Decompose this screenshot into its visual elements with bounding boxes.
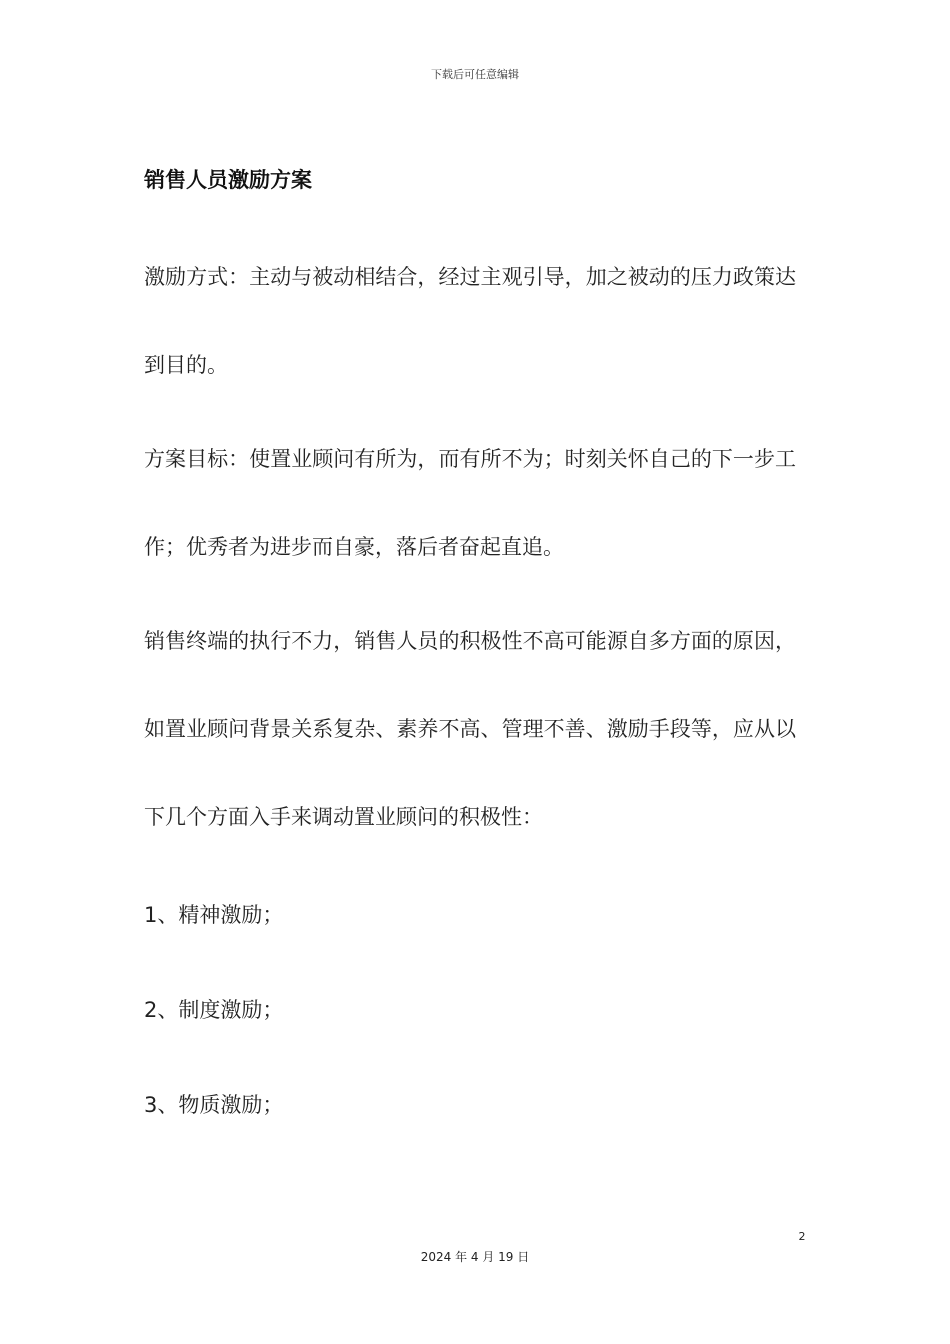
list-item: 3、物质激励； bbox=[144, 1093, 284, 1117]
paragraph-plan-goal: 方案目标：使置业顾问有所为，而有所不为；时刻关怀自己的下一步工作；优秀者为进步而自豪，落后者奋起直追。 bbox=[144, 447, 796, 559]
footer-date: 2024 年 4 月 19 日 bbox=[420, 1250, 530, 1264]
list-item: 1、精神激励； bbox=[144, 903, 284, 927]
paragraph-incentive-method: 激励方式：主动与被动相结合，经过主观引导，加之被动的压力政策达到目的。 bbox=[144, 265, 796, 377]
list-item: 2、制度激励； bbox=[144, 998, 284, 1022]
document-title: 销售人员激励方案 bbox=[144, 168, 312, 192]
paragraph-sales-terminal: 销售终端的执行不力，销售人员的积极性不高可能源自多方面的原因，如置业顾问背景关系复杂、素养不高、管理不善、激励手段等，应从以下几个方面入手来调动置业顾问的积极性： bbox=[144, 629, 796, 829]
page-header-note: 下载后可任意编辑 bbox=[431, 68, 519, 81]
page-number: 2 bbox=[798, 1230, 806, 1243]
